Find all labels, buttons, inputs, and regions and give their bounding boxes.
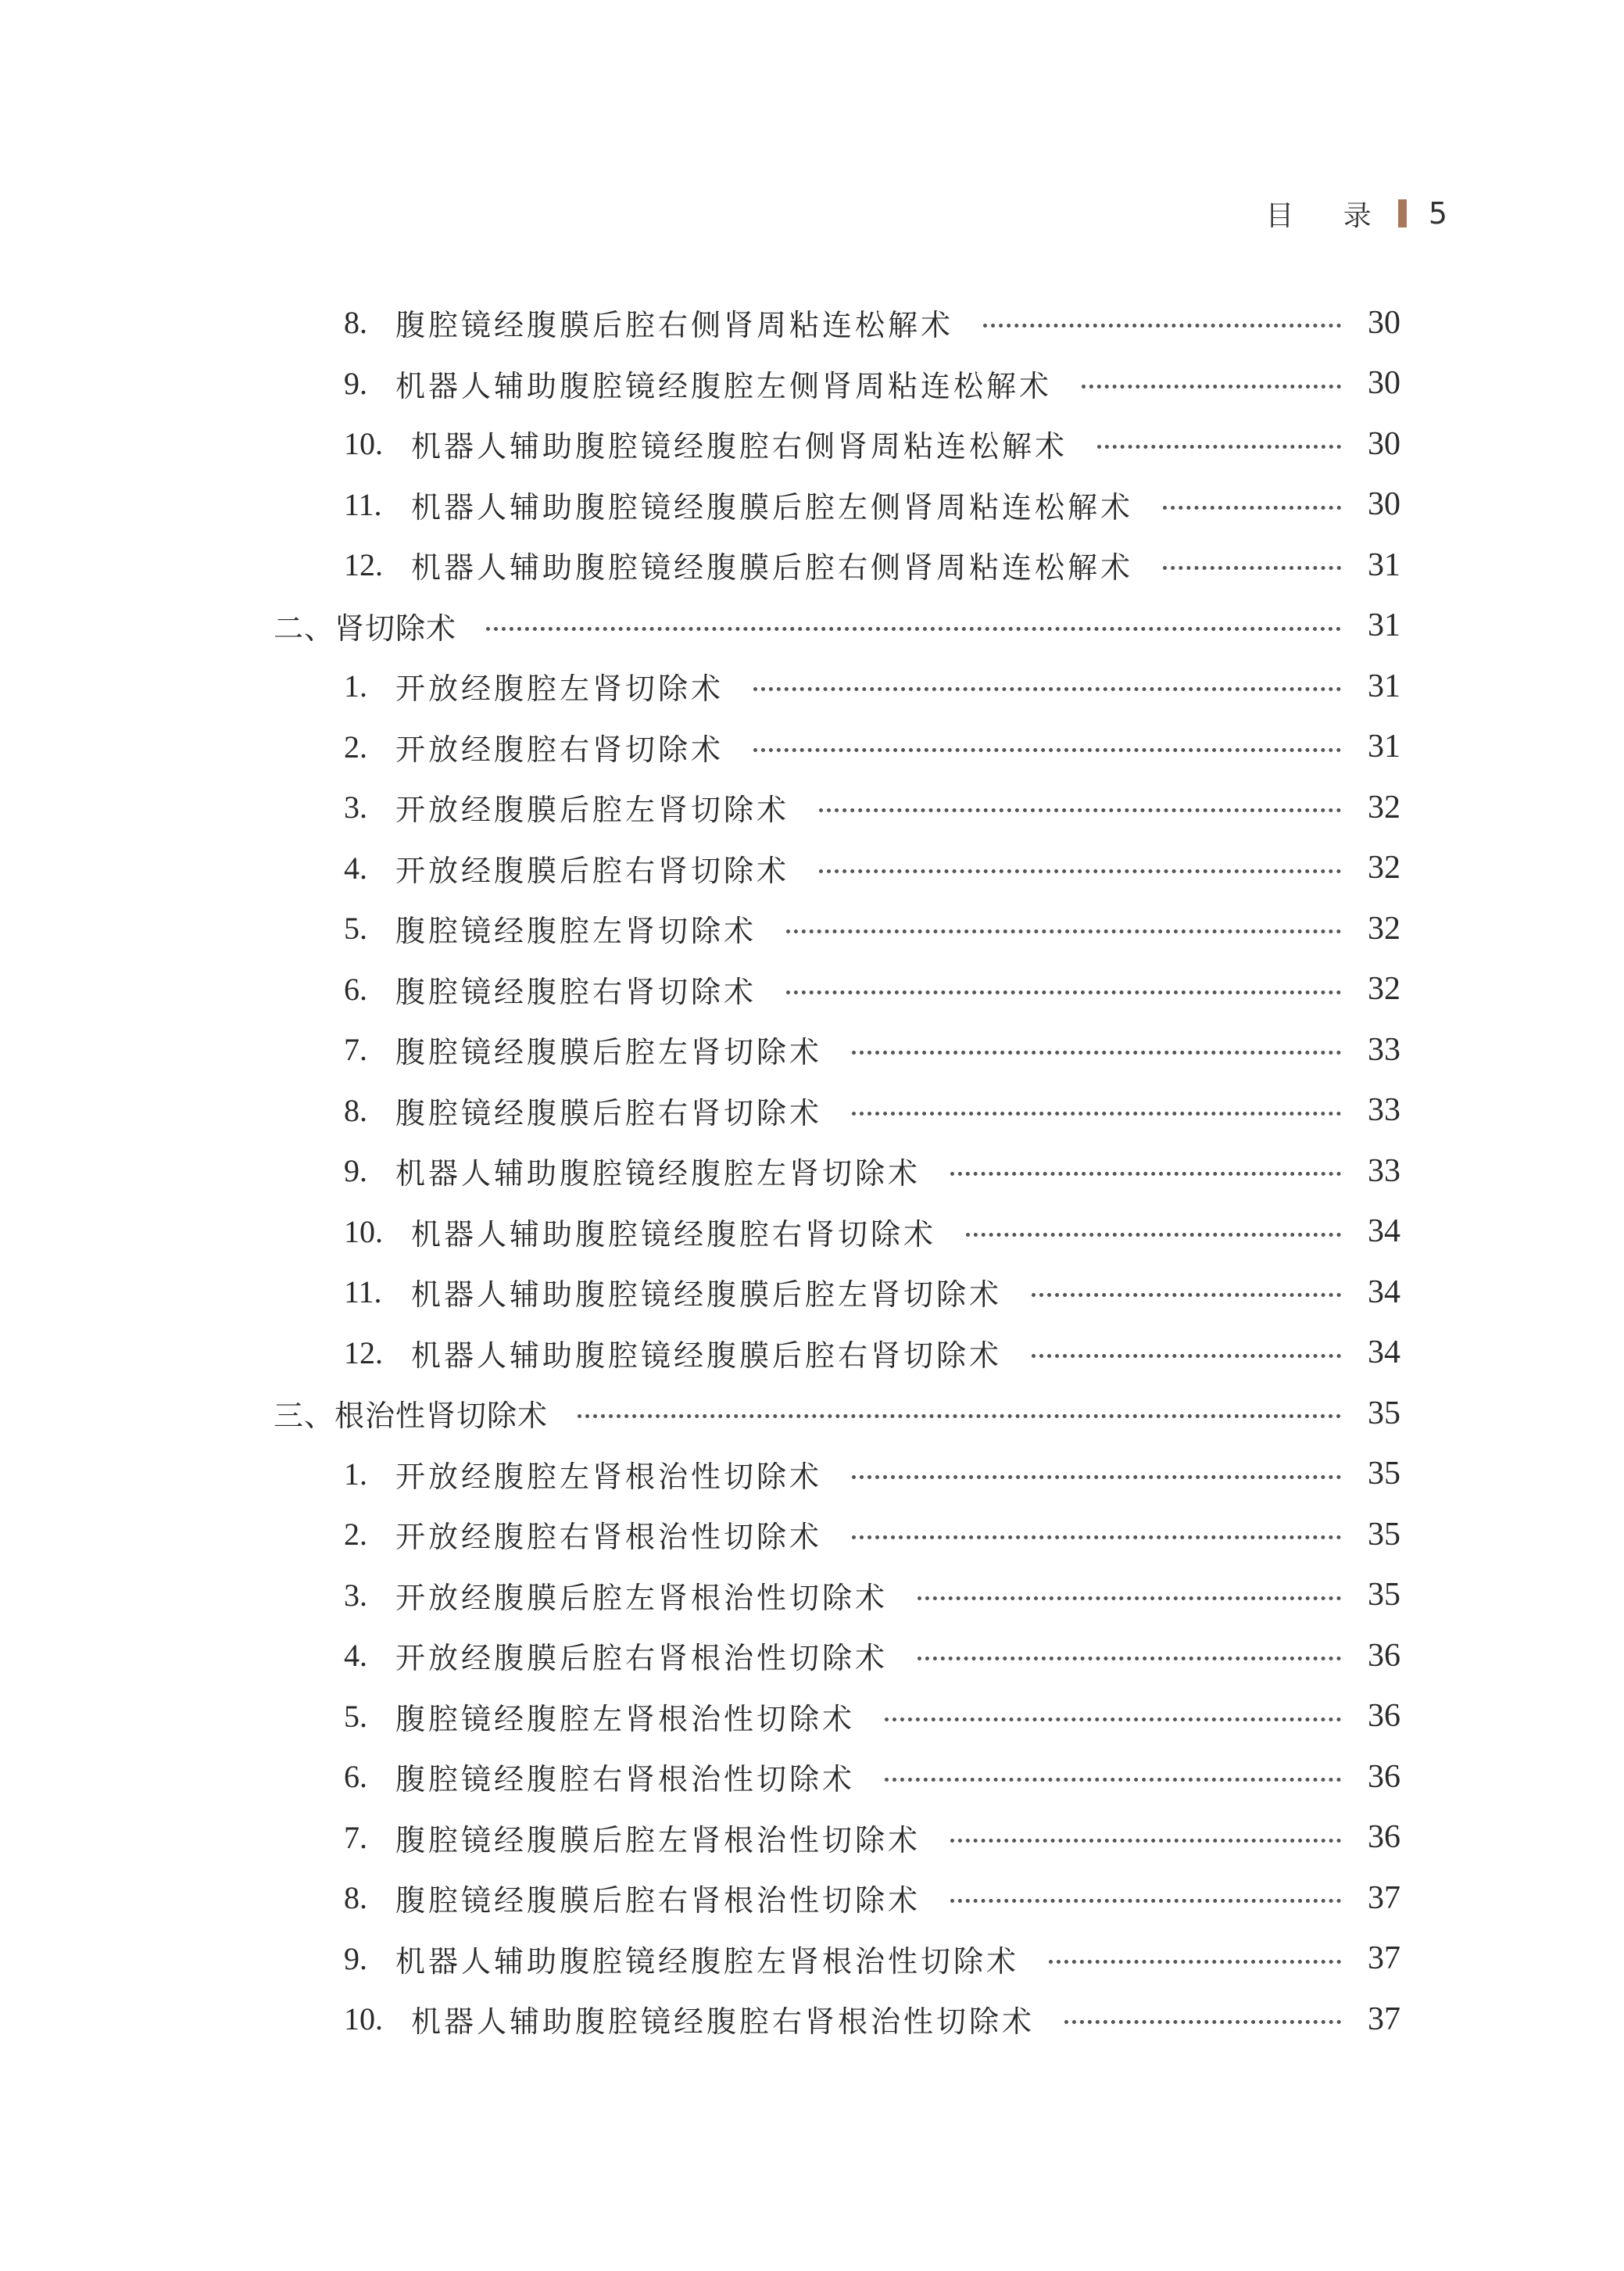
toc-entry-title: 开放经腹腔右肾切除术 xyxy=(395,732,724,767)
toc-page-number: 34 xyxy=(1368,1213,1400,1250)
dot-leader xyxy=(950,1172,1341,1176)
toc-entry-number: 7. xyxy=(344,1032,367,1068)
toc-entry-title: 腹腔镜经腹膜后腔右侧肾周粘连松解术 xyxy=(395,308,954,343)
toc-entry-title: 腹腔镜经腹腔右肾切除术 xyxy=(395,974,757,1009)
dot-leader xyxy=(1032,1354,1341,1358)
toc-entry-number: 9. xyxy=(344,1153,367,1189)
toc-entry-number: 8. xyxy=(344,1092,367,1128)
toc-entry[interactable] xyxy=(0,1202,1624,1263)
toc-entry[interactable] xyxy=(0,1323,1624,1384)
toc-entry-number: 2. xyxy=(344,729,367,765)
dot-leader xyxy=(578,1414,1341,1418)
toc-entry-title: 腹腔镜经腹膜后腔左肾切除术 xyxy=(395,1035,823,1070)
toc-entry-title: 机器人辅助腹腔镜经腹膜后腔左肾切除术 xyxy=(411,1277,1003,1313)
toc-page-number: 32 xyxy=(1368,910,1400,947)
toc-entry-title: 腹腔镜经腹膜后腔右肾切除术 xyxy=(395,1095,823,1130)
dot-leader xyxy=(983,324,1341,328)
dot-leader xyxy=(885,1778,1341,1782)
toc-entry[interactable] xyxy=(0,1019,1624,1080)
toc-entry-number: 6. xyxy=(344,1759,367,1795)
toc-entry[interactable] xyxy=(0,475,1624,536)
toc-entry[interactable] xyxy=(0,353,1624,414)
dot-leader xyxy=(1032,1293,1341,1297)
dot-leader xyxy=(1064,2020,1341,2024)
toc-entry-number: 4. xyxy=(344,850,367,886)
toc-entry-title: 机器人辅助腹腔镜经腹腔右肾根治性切除术 xyxy=(411,2004,1036,2040)
toc-page-number: 34 xyxy=(1368,1273,1400,1310)
toc-entry-number: 10. xyxy=(344,2001,383,2037)
toc-entry-title: 机器人辅助腹腔镜经腹膜后腔左侧肾周粘连松解术 xyxy=(411,489,1134,525)
dot-leader xyxy=(1163,506,1341,510)
toc-entry-title: 二、肾切除术 xyxy=(274,611,457,646)
toc-entry[interactable] xyxy=(0,414,1624,475)
toc-entry[interactable] xyxy=(0,959,1624,1020)
table-of-contents xyxy=(0,292,1624,2050)
toc-entry[interactable] xyxy=(0,1504,1624,1565)
header-title: 目 录 xyxy=(1265,199,1392,232)
toc-entry-title: 腹腔镜经腹腔左肾根治性切除术 xyxy=(395,1701,856,1736)
dot-leader xyxy=(486,627,1341,631)
toc-entry-number: 2. xyxy=(344,1517,367,1553)
toc-entry-number: 1. xyxy=(344,668,367,704)
toc-page-number: 30 xyxy=(1368,486,1400,523)
toc-entry-title: 机器人辅助腹腔镜经腹腔左肾根治性切除术 xyxy=(395,1943,1020,1979)
toc-entry[interactable] xyxy=(0,1444,1624,1505)
toc-entry-title: 腹腔镜经腹腔左肾切除术 xyxy=(395,914,757,949)
toc-page-number: 36 xyxy=(1368,1637,1400,1674)
toc-entry-title: 腹腔镜经腹膜后腔左肾根治性切除术 xyxy=(395,1822,921,1857)
toc-page-number: 33 xyxy=(1368,1092,1400,1129)
toc-page-number: 31 xyxy=(1368,546,1400,583)
toc-entry[interactable] xyxy=(0,1746,1624,1807)
toc-entry-title: 机器人辅助腹腔镜经腹膜后腔右侧肾周粘连松解术 xyxy=(411,550,1134,586)
toc-page-number: 36 xyxy=(1368,1758,1400,1795)
toc-entry[interactable] xyxy=(0,1141,1624,1202)
toc-entry[interactable] xyxy=(0,535,1624,596)
toc-page-number: 31 xyxy=(1368,668,1400,704)
toc-entry-title: 开放经腹膜后腔右肾根治性切除术 xyxy=(395,1641,889,1676)
toc-page-number: 35 xyxy=(1368,1516,1400,1553)
dot-leader xyxy=(753,687,1341,691)
toc-entry-title: 腹腔镜经腹膜后腔右肾根治性切除术 xyxy=(395,1883,921,1918)
page-number: 5 xyxy=(1428,196,1447,231)
toc-entry-number: 1. xyxy=(344,1456,367,1492)
toc-entry[interactable] xyxy=(0,656,1624,717)
toc-entry[interactable] xyxy=(0,1080,1624,1141)
toc-page-number: 32 xyxy=(1368,850,1400,887)
running-header xyxy=(1265,194,1447,233)
dot-leader xyxy=(819,808,1341,812)
dot-leader xyxy=(885,1718,1341,1721)
toc-page-number: 33 xyxy=(1368,1152,1400,1189)
toc-page-number: 36 xyxy=(1368,1819,1400,1856)
toc-entry-number: 11. xyxy=(344,486,382,522)
toc-entry-number: 10. xyxy=(344,1213,383,1249)
toc-entry[interactable] xyxy=(0,1686,1624,1747)
dot-leader xyxy=(950,1839,1341,1843)
toc-entry-number: 6. xyxy=(344,971,367,1007)
toc-page-number: 30 xyxy=(1368,425,1400,462)
toc-entry-title: 机器人辅助腹腔镜经腹腔右肾切除术 xyxy=(411,1216,937,1252)
toc-page-number: 37 xyxy=(1368,1940,1400,1977)
toc-entry-number: 4. xyxy=(344,1638,367,1674)
toc-entry-number: 10. xyxy=(344,426,383,462)
toc-entry[interactable] xyxy=(0,1565,1624,1626)
toc-entry-number: 9. xyxy=(344,1940,367,1976)
toc-entry-title: 开放经腹腔左肾根治性切除术 xyxy=(395,1459,823,1494)
toc-entry[interactable] xyxy=(0,1807,1624,1868)
toc-entry-number: 3. xyxy=(344,790,367,826)
dot-leader xyxy=(852,1535,1341,1539)
toc-entry-number: 5. xyxy=(344,911,367,947)
toc-entry-number: 12. xyxy=(344,1334,383,1370)
dot-leader xyxy=(852,1051,1341,1055)
dot-leader xyxy=(753,748,1341,752)
toc-entry[interactable] xyxy=(0,1868,1624,1929)
toc-page-number: 32 xyxy=(1368,971,1400,1008)
toc-entry-title: 开放经腹膜后腔左肾切除术 xyxy=(395,793,790,828)
toc-page-number: 30 xyxy=(1368,304,1400,341)
toc-entry-number: 11. xyxy=(344,1274,382,1310)
toc-entry-number: 5. xyxy=(344,1698,367,1734)
toc-entry[interactable] xyxy=(0,1262,1624,1323)
dot-leader xyxy=(950,1899,1341,1903)
dot-leader xyxy=(852,1475,1341,1479)
toc-entry-title: 机器人辅助腹腔镜经腹腔右侧肾周粘连松解术 xyxy=(411,429,1068,464)
toc-entry-title: 机器人辅助腹腔镜经腹腔左肾切除术 xyxy=(395,1156,921,1191)
toc-entry-number: 9. xyxy=(344,365,367,401)
toc-entry[interactable] xyxy=(0,838,1624,899)
header-accent-bar xyxy=(1398,199,1407,227)
dot-leader xyxy=(786,930,1341,933)
toc-entry[interactable] xyxy=(0,777,1624,838)
toc-entry-title: 开放经腹腔左肾切除术 xyxy=(395,672,724,707)
dot-leader xyxy=(786,990,1341,994)
toc-entry[interactable] xyxy=(0,1989,1624,2050)
toc-section-heading[interactable] xyxy=(0,596,1624,657)
toc-entry-number: 8. xyxy=(344,305,367,341)
dot-leader xyxy=(1082,385,1341,389)
toc-page-number: 36 xyxy=(1368,1698,1400,1735)
toc-page-number: 37 xyxy=(1368,1879,1400,1916)
toc-entry[interactable] xyxy=(0,292,1624,353)
toc-entry[interactable] xyxy=(0,898,1624,959)
toc-page-number: 32 xyxy=(1368,789,1400,826)
toc-entry-number: 3. xyxy=(344,1577,367,1613)
toc-page-number: 37 xyxy=(1368,2001,1400,2037)
toc-page-number: 35 xyxy=(1368,1395,1400,1431)
toc-entry-title: 三、根治性肾切除术 xyxy=(274,1399,549,1434)
toc-page-number: 33 xyxy=(1368,1031,1400,1068)
toc-entry-title: 腹腔镜经腹腔右肾根治性切除术 xyxy=(395,1762,856,1797)
toc-entry[interactable] xyxy=(0,717,1624,778)
toc-entry-title: 机器人辅助腹腔镜经腹腔左侧肾周粘连松解术 xyxy=(395,368,1053,403)
toc-entry-number: 8. xyxy=(344,1880,367,1916)
toc-entry-title: 开放经腹腔右肾根治性切除术 xyxy=(395,1520,823,1555)
dot-leader xyxy=(918,1657,1341,1660)
dot-leader xyxy=(966,1233,1341,1237)
toc-section-heading[interactable] xyxy=(0,1383,1624,1444)
toc-entry-title: 开放经腹膜后腔右肾切除术 xyxy=(395,853,790,888)
toc-page-number: 35 xyxy=(1368,1577,1400,1614)
toc-page-number: 34 xyxy=(1368,1334,1400,1371)
toc-page-number: 31 xyxy=(1368,607,1400,644)
toc-page-number: 35 xyxy=(1368,1456,1400,1492)
dot-leader xyxy=(1097,445,1341,449)
toc-entry-number: 12. xyxy=(344,547,383,583)
dot-leader xyxy=(852,1112,1341,1116)
toc-entry-number: 7. xyxy=(344,1819,367,1855)
toc-entry[interactable] xyxy=(0,1929,1624,1990)
dot-leader xyxy=(819,869,1341,873)
toc-entry-title: 开放经腹膜后腔左肾根治性切除术 xyxy=(395,1580,889,1615)
dot-leader xyxy=(1163,566,1341,570)
toc-entry-title: 机器人辅助腹腔镜经腹膜后腔右肾切除术 xyxy=(411,1338,1003,1373)
toc-page-number: 30 xyxy=(1368,365,1400,402)
toc-page-number: 31 xyxy=(1368,729,1400,765)
toc-entry[interactable] xyxy=(0,1625,1624,1686)
dot-leader xyxy=(918,1596,1341,1600)
dot-leader xyxy=(1049,1960,1341,1964)
